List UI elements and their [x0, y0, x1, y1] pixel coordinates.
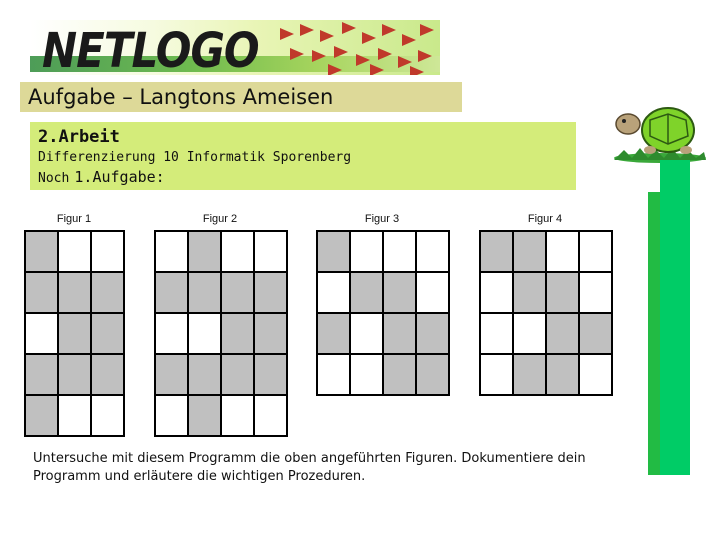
info-task-line: [38, 167, 165, 186]
grid-cell: [255, 396, 288, 437]
grid-cell: [156, 314, 189, 355]
grid-cell: [255, 273, 288, 314]
grid-cell: [547, 232, 580, 273]
grid-cell: [189, 396, 222, 437]
grid-cell: [92, 273, 125, 314]
decorative-bar-light: [660, 160, 690, 475]
grid-cell: [189, 232, 222, 273]
grid-cell: [481, 355, 514, 396]
grid-cell: [318, 273, 351, 314]
grid-cell: [351, 314, 384, 355]
grid-cell: [580, 232, 613, 273]
grid-cell: [417, 314, 450, 355]
page-title: Aufgabe – Langtons Ameisen: [28, 85, 334, 109]
grid-cell: [255, 355, 288, 396]
grid-cell: [156, 396, 189, 437]
grid-cell: [417, 273, 450, 314]
grid-cell: [547, 314, 580, 355]
info-task-label: 1.Aufgabe:: [74, 168, 165, 186]
grid-cell: [580, 314, 613, 355]
decorative-bar-dark: [648, 192, 660, 475]
figure-1-grid: [24, 230, 125, 437]
grid-cell: [26, 396, 59, 437]
turtle-icon: [610, 100, 710, 165]
grid-cell: [514, 232, 547, 273]
grid-cell: [351, 232, 384, 273]
figure-2-grid: [154, 230, 288, 437]
grid-cell: [481, 314, 514, 355]
grid-cell: [351, 273, 384, 314]
grid-cell: [547, 273, 580, 314]
grid-cell: [189, 355, 222, 396]
grid-cell: [26, 273, 59, 314]
figure-3-grid: [316, 230, 450, 396]
grid-cell: [92, 396, 125, 437]
grid-cell: [59, 314, 92, 355]
figure-4-grid: [479, 230, 613, 396]
grid-cell: [189, 273, 222, 314]
info-task-prefix: Noch: [38, 171, 70, 186]
grid-cell: [26, 314, 59, 355]
info-heading: 2.Arbeit: [38, 127, 120, 147]
grid-cell: [26, 355, 59, 396]
task-description: Untersuche mit diesem Programm die oben angeführten Figuren. Dokumentiere dein Programm und erläutere die wichtigen Prozeduren.: [33, 451, 586, 484]
grid-cell: [222, 396, 255, 437]
grid-cell: [351, 355, 384, 396]
info-subtitle: Differenzierung 10 Informatik Sporenberg: [38, 150, 352, 165]
grid-cell: [156, 273, 189, 314]
grid-cell: [156, 232, 189, 273]
title-bar: [20, 82, 462, 112]
grid-cell: [222, 273, 255, 314]
figure-4-label: Figur 4: [527, 213, 563, 225]
grid-cell: [481, 232, 514, 273]
grid-cell: [417, 355, 450, 396]
grid-cell: [481, 273, 514, 314]
grid-cell: [580, 273, 613, 314]
grid-cell: [92, 232, 125, 273]
info-box: [30, 122, 576, 190]
grid-cell: [318, 355, 351, 396]
grid-cell: [318, 314, 351, 355]
grid-cell: [255, 314, 288, 355]
grid-cell: [26, 232, 59, 273]
grid-cell: [59, 396, 92, 437]
grid-cell: [384, 355, 417, 396]
grid-cell: [222, 314, 255, 355]
grid-cell: [318, 232, 351, 273]
arrow-pattern-icon: [270, 20, 440, 75]
grid-cell: [59, 273, 92, 314]
grid-cell: [92, 314, 125, 355]
grid-cell: [59, 232, 92, 273]
grid-cell: [222, 355, 255, 396]
grid-cell: [580, 355, 613, 396]
logo-text: NETLOGO: [42, 22, 259, 75]
grid-cell: [92, 355, 125, 396]
grid-cell: [384, 314, 417, 355]
grid-cell: [514, 355, 547, 396]
grid-cell: [189, 314, 222, 355]
grid-cell: [384, 273, 417, 314]
grid-cell: [255, 232, 288, 273]
grid-cell: [384, 232, 417, 273]
grid-cell: [417, 232, 450, 273]
grid-cell: [156, 355, 189, 396]
grid-cell: [222, 232, 255, 273]
grid-cell: [514, 273, 547, 314]
figure-2-label: Figur 2: [202, 213, 238, 225]
grid-cell: [514, 314, 547, 355]
netlogo-logo: [30, 20, 440, 75]
figure-1-label: Figur 1: [56, 213, 92, 225]
grid-cell: [547, 355, 580, 396]
grid-cell: [59, 355, 92, 396]
figure-3-label: Figur 3: [364, 213, 400, 225]
